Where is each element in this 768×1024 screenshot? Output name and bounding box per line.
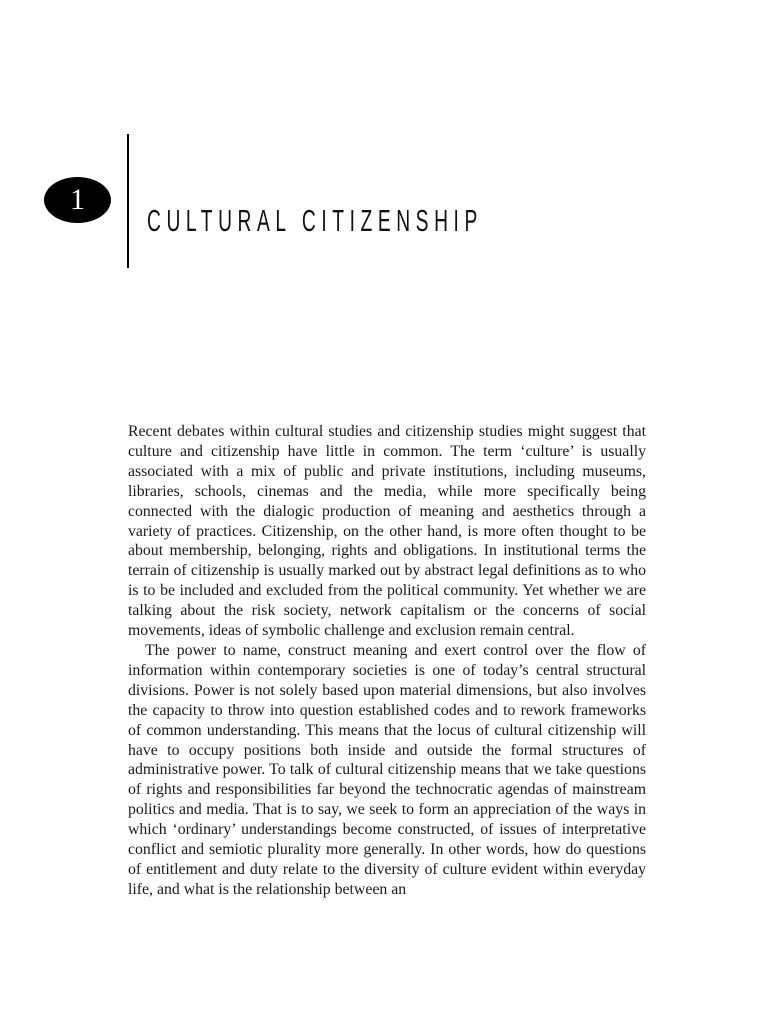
body-text [128, 422, 646, 900]
chapter-title: CULTURAL CITIZENSHIP [147, 202, 483, 238]
paragraph: Recent debates within cultural studies and citizenship studies might suggest that culture and citizenship have little in common. The term ‘culture’ is usually associated with a mix of public and private institutions, including museums, libraries, schools, cinemas and the media, while more specifically being connected with the dialogic production of meaning and aesthetics through a variety of practices. Citizenship, on the other hand, is more often thought to be about membership, belonging, rights and obligations. In institutional terms the terrain of citizenship is usually marked out by abstract legal definitions as to who is to be included and excluded from the political community. Yet whether we are talking about the risk society, network capitalism or the concerns of social movements, ideas of symbolic challenge and exclusion remain central. [128, 423, 646, 640]
chapter-number: 1 [70, 183, 85, 216]
paragraph: The power to name, construct meaning and exert control over the flow of information within contemporary societies is one of today’s central structural divisions. Power is not solely based upon material dimensions, but also involves the capacity to throw into question established codes and to rework frameworks of common understanding. This means that the locus of cultural citizenship will have to occupy positions both inside and outside the formal structures of administrative power. To talk of cultural citizenship means that we take questions of rights and responsibilities far beyond the technocratic agendas of mainstream politics and media. That is to say, we seek to form an appreciation of the ways in which ‘ordinary’ understandings become constructed, of issues of interpretative conflict and semiotic plurality more generally. In other words, how do questions of entitlement and duty relate to the diversity of culture evident within everyday life, and what is the relationship between an [128, 641, 646, 898]
chapter-divider-rule [127, 134, 129, 268]
chapter-number-badge [44, 177, 111, 223]
